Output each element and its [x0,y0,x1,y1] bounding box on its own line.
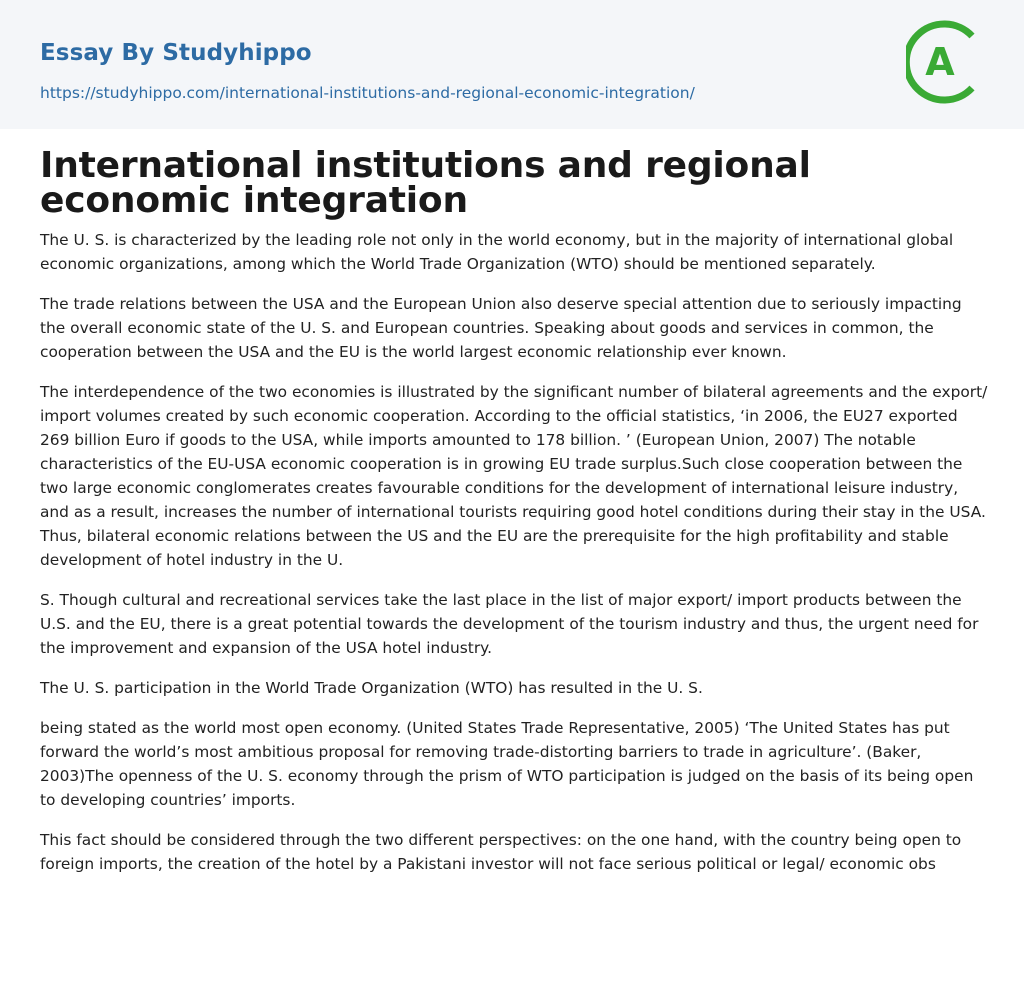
site-header [0,0,1024,129]
article-body [40,145,990,876]
article-paragraph: S. Though cultural and recreational services take the last place in the list of major export/ import products between the U.S. and the EU, there is a great potential towards the development of the tourism industry and thus, the urgent need for the improvement and expansion of the USA hotel industry. [40,591,979,657]
logo-letter: A [925,40,955,84]
article-paragraph: This fact should be considered through the two different perspectives: on the one hand, with the country being open to foreign imports, the creation of the hotel by a Pakistani investor will not face serious political or legal/ economic obs [40,831,962,873]
article-paragraph: The U. S. participation in the World Trade Organization (WTO) has resulted in the U. S. [40,679,703,697]
article-paragraph: The interdependence of the two economies is illustrated by the significant number of bilateral agreements and the export/ import volumes created by such economic cooperation. According to the official statistics, ‘in 2006, the EU27 exported 269 billion Euro if goods to the USA, while imports amounted to 178 billion. ’ (European Union, 2007) The notable characteristics of the EU-USA economic cooperation is in growing EU trade surplus.Such close cooperation between the two large economic conglomerates creates favourable conditions for the development of international leisure industry, and as a result, increases the number of international tourists requiring good hotel conditions during their stay in the USA. Thus, bilateral economic relations between the US and the EU are the prerequisite for the high profitability and stable development of hotel industry in the U. [40,383,988,569]
article-url-link[interactable]: https://studyhippo.com/international-institutions-and-regional-economic-integration/ [40,84,695,102]
article-title: International institutions and regional economic integration [40,145,811,221]
site-brand[interactable]: Essay By Studyhippo [40,40,312,66]
article-paragraph: The U. S. is characterized by the leading role not only in the world economy, but in the majority of international global economic organizations, among which the World Trade Organization (WTO) should be mentioned separately. [40,231,954,273]
studyhippo-logo-icon[interactable] [906,18,990,106]
article-paragraph: The trade relations between the USA and the European Union also deserve special attention due to seriously impacting the overall economic state of the U. S. and European countries. Speaking about goods and services in common, the cooperation between the USA and the EU is the world largest economic relationship ever known. [40,295,962,361]
article-paragraph: being stated as the world most open economy. (United States Trade Representative, 2005) ‘The United States has put forward the world’s most ambitious proposal for removing trade-distorting barriers to trade in agriculture’. (Baker, 2003)The openness of the U. S. economy through the prism of WTO participation is judged on the basis of its being open to developing countries’ imports. [40,719,974,809]
